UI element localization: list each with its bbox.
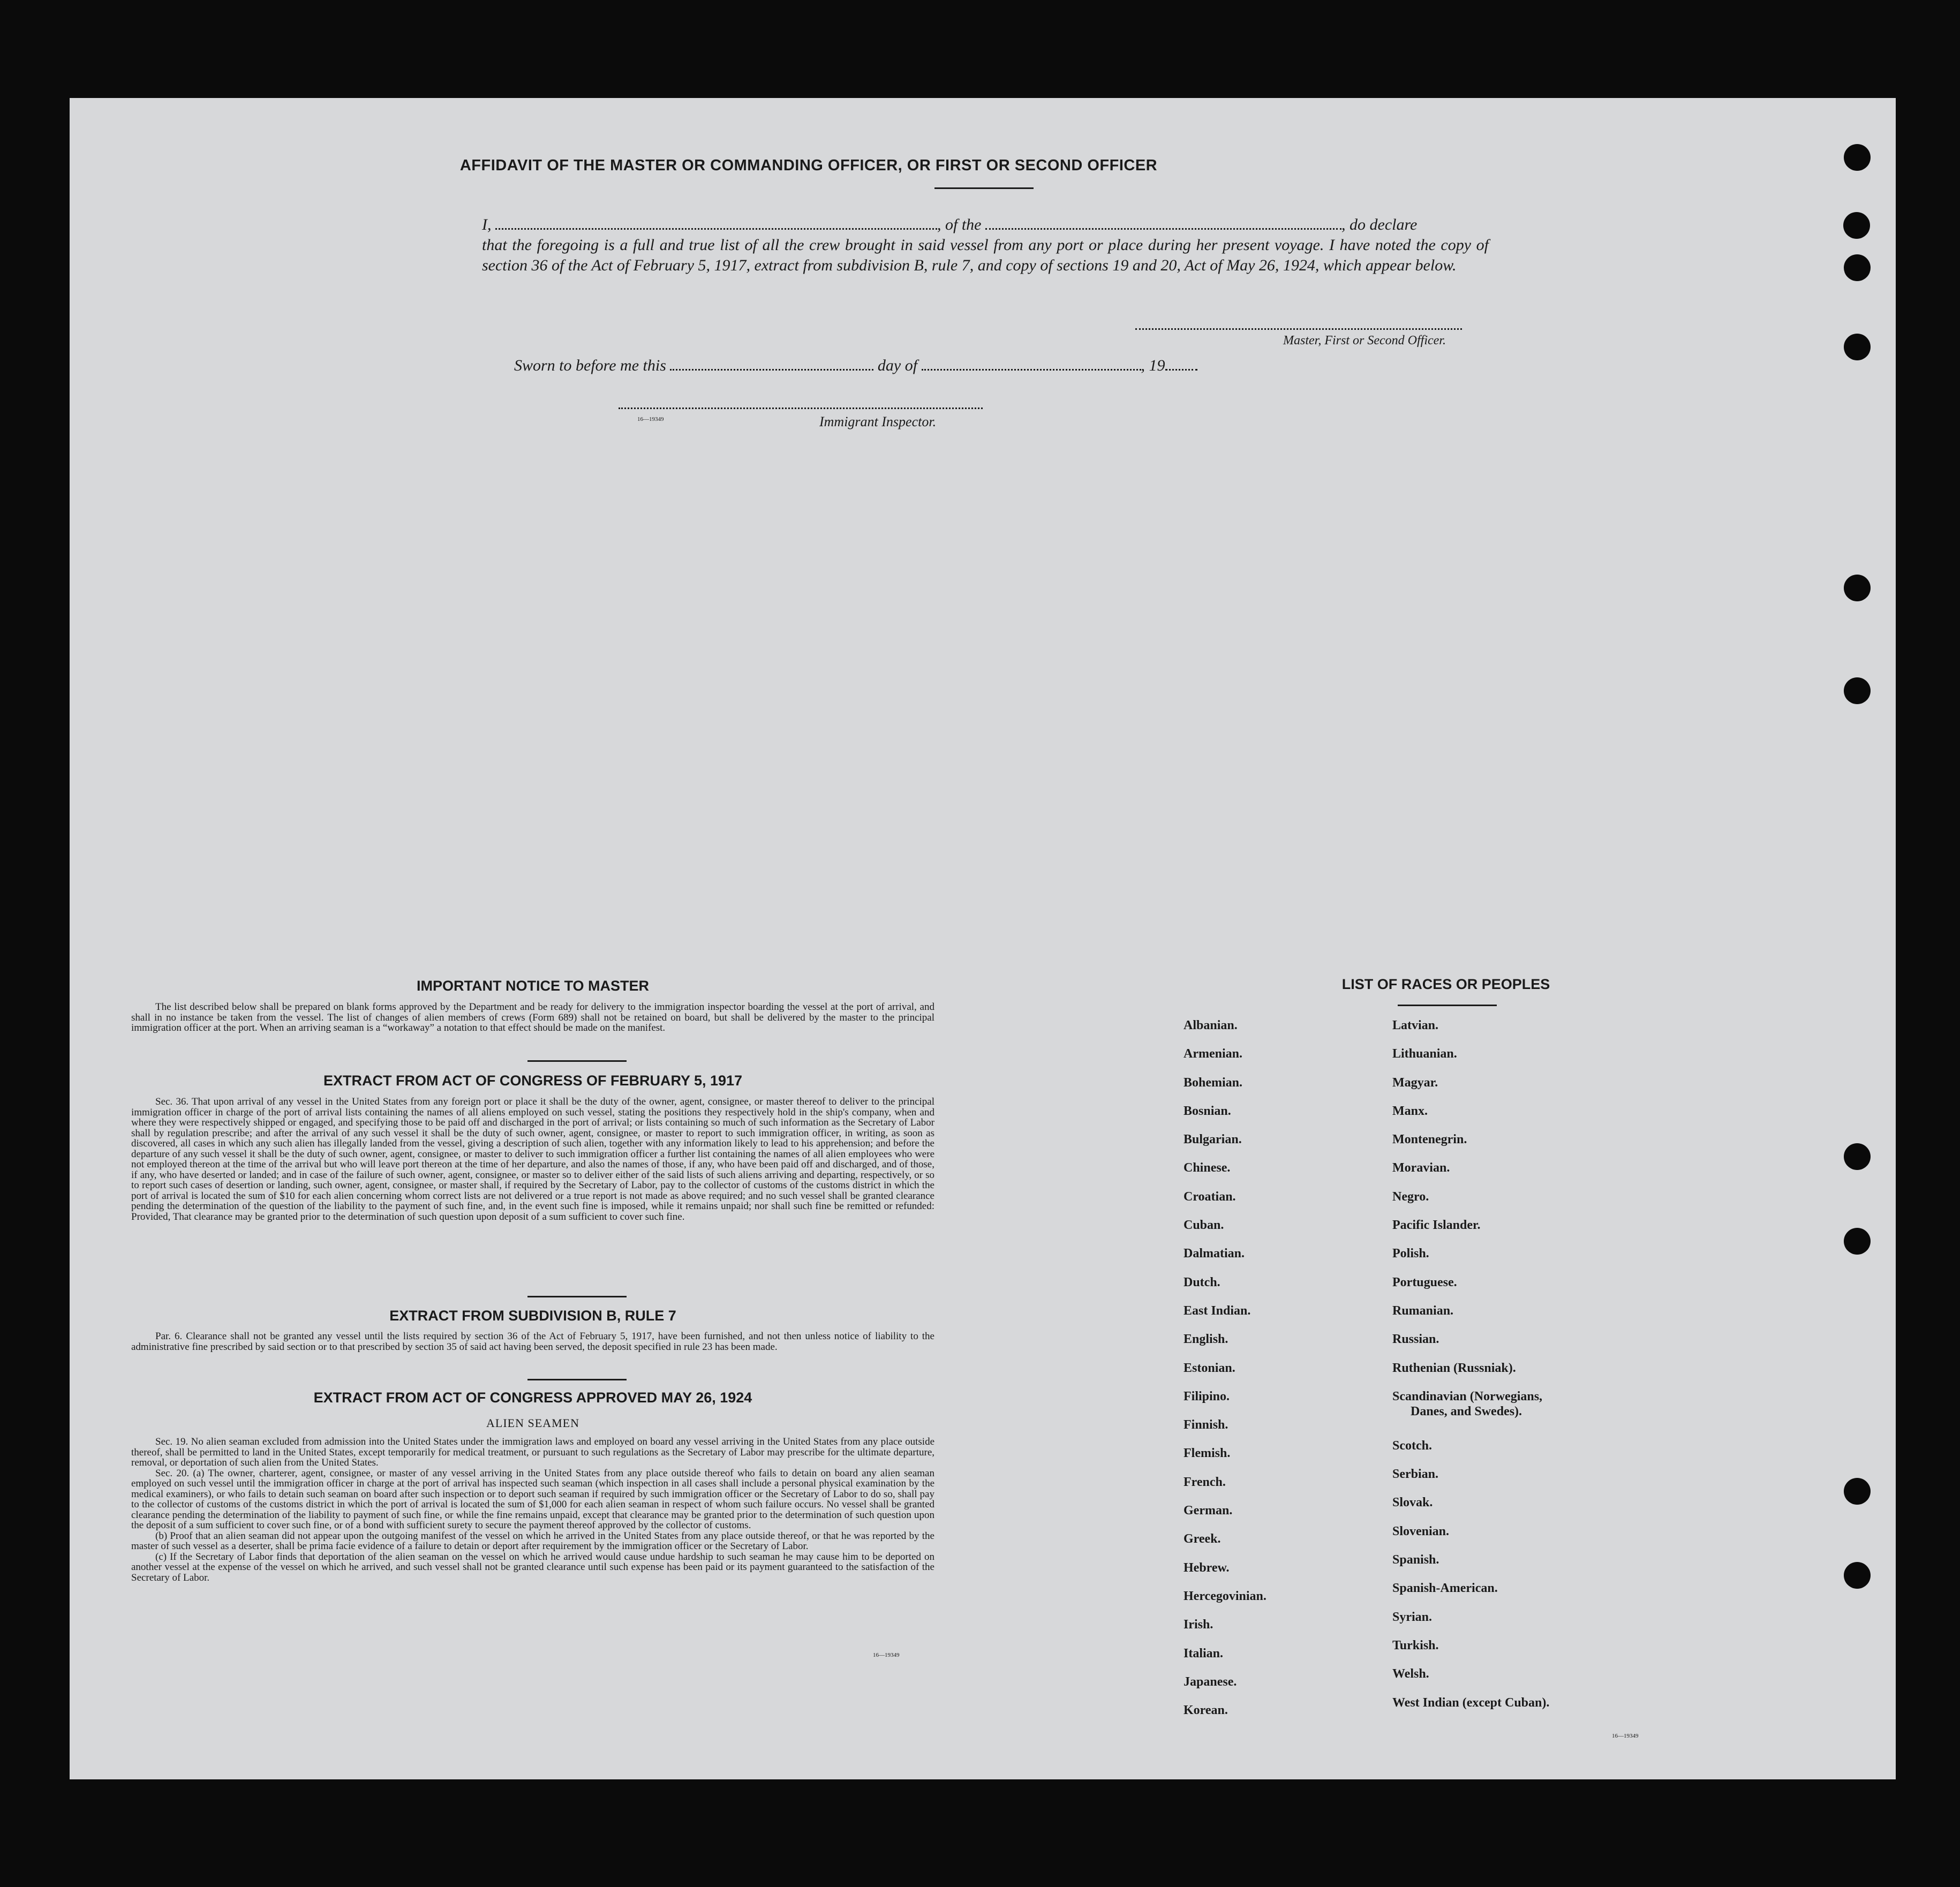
binder-hole <box>1844 575 1871 601</box>
inspector-label: Immigrant Inspector. <box>819 414 937 429</box>
master-signature-line[interactable] <box>1135 328 1462 330</box>
race-item: Slovak. <box>1392 1496 1433 1510</box>
race-item: Italian. <box>1183 1646 1224 1660</box>
binder-hole <box>1844 334 1871 360</box>
sworn-year-blank[interactable] <box>1165 357 1197 371</box>
race-item: Irish. <box>1183 1618 1213 1632</box>
sec-20c-paragraph: (c) If the Secretary of Labor finds that deportation of the alien seaman on the vessel on which he arrived would cause undue hardship to such seaman he may cause him to be deported on another vessel at the expense of the vessel on which he arrived, and such vessel shall not be granted clearance until such expense has been paid or its payment guaranteed to the satisfaction of the Secretary of Labor. <box>131 1551 934 1583</box>
race-item: Turkish. <box>1392 1638 1439 1652</box>
race-item: Portuguese. <box>1392 1275 1457 1289</box>
race-item: Dutch. <box>1183 1275 1220 1289</box>
race-item: English. <box>1183 1332 1228 1347</box>
binder-hole <box>1844 1228 1871 1255</box>
binder-hole <box>1844 677 1871 704</box>
binder-hole <box>1844 1478 1871 1505</box>
race-item: French. <box>1183 1475 1226 1489</box>
race-item: Manx. <box>1392 1104 1428 1118</box>
sworn-label: Sworn to before me this <box>514 357 666 374</box>
race-item: Greek. <box>1183 1532 1221 1546</box>
race-item: Rumanian. <box>1392 1303 1454 1318</box>
race-item: Ruthenian (Russniak). <box>1392 1361 1516 1375</box>
race-item: Pacific Islander. <box>1392 1218 1481 1233</box>
race-item: Scotch. <box>1392 1438 1432 1453</box>
race-item: Cuban. <box>1183 1218 1224 1233</box>
of-the-label: , of the <box>937 216 982 233</box>
races-left-column <box>1183 1018 1267 1731</box>
race-item: Welsh. <box>1392 1667 1429 1681</box>
race-item: Syrian. <box>1392 1610 1433 1624</box>
race-item: Lithuanian. <box>1392 1047 1457 1061</box>
race-item: Hercegovinian. <box>1183 1589 1267 1603</box>
rule-7-text <box>131 1331 934 1352</box>
affidavit-body: that the foregoing is a full and true list of all the crew brought in said vessel from any port or place during her present voyage. I have noted the copy of section 36 of the Act of February 5, 1917, extract from subdivision B, rule 7, and copy of sections 19 and 20, Act of May 26, 1924, which appear below. <box>482 236 1489 274</box>
affidavit-text <box>482 215 1489 276</box>
race-item: Slovenian. <box>1392 1524 1450 1538</box>
binder-hole <box>1844 144 1871 171</box>
races-right-column <box>1392 1018 1549 1724</box>
race-item: Latvian. <box>1392 1018 1439 1032</box>
i-label: I, <box>482 216 492 233</box>
race-item: Polish. <box>1392 1247 1429 1261</box>
section-rule <box>527 1060 627 1062</box>
sec-19-paragraph: Sec. 19. No alien seaman excluded from admission into the United States under the immigration laws and employed on board any vessel arriving in the United States from any place outside thereof, shall be permitted to land in the United States, except temporarily for medical treatment, or pursuant to such regulations as the Secretary of Labor may prescribe for the ultimate departure, removal, or deportation of such alien from the United States. <box>131 1436 934 1468</box>
race-item: German. <box>1183 1504 1233 1518</box>
race-item: Korean. <box>1183 1703 1228 1718</box>
races-form-code: 16—19349 <box>1612 1733 1639 1739</box>
race-item: Russian. <box>1392 1332 1439 1347</box>
notice-paragraph: The list described below shall be prepared on blank forms approved by the Department and be ready for delivery to the immigration inspector boarding the vessel at the port of arrival, and shall in no instance be taken from the vessel. The list of changes of alien members of crews (Form 689) shall not be retained on board, but shall be delivered by the master to the principal immigration officer at the port. When an arriving seaman is a “workaway” a notation to that effect should be made on the manifest. <box>131 1001 934 1033</box>
race-item: Croatian. <box>1183 1189 1236 1204</box>
affidavit-form-code: 16—19349 <box>637 416 664 422</box>
race-item: Magyar. <box>1392 1075 1438 1090</box>
affidavit-title: AFFIDAVIT OF THE MASTER OR COMMANDING OFFICER, OR FIRST OR SECOND OFFICER <box>459 157 1158 174</box>
race-item: Estonian. <box>1183 1361 1235 1375</box>
act-1917-paragraph: Sec. 36. That upon arrival of any vessel in the United States from any foreign port or place it shall be the duty of the owner, agent, consignee, or master thereof to deliver to the principal immigration officer in charge of the port of arrival lists containing the names of all aliens employed on such vessel, stating the positions they respectively hold in the ship's company, when and where they were respectively shipped or engaged, and specifying those to be paid off and discharged in the port of arrival; or lists containing so much of such information as the Secretary of Labor shall by regulation prescribe; and after the arrival of any such vessel it shall be the duty of such owner, agent, consignee, or master to report to such immigration officer, in writing, as soon as discovered, all cases in which any such alien has illegally landed from the vessel, giving a description of such alien, together with any information likely to lead to his apprehension; and before the departure of any such vessel it shall be the duty of such owner, agent, consignee, or master to deliver to such immigration officer a further list containing the names of all alien employees who were not employed thereon at the time of the arrival but who will leave port thereon at the time of her departure, and also the names of those, if any, who have been paid off and discharged, and of those, if any, who have deserted or landed; and in case of the failure of such owner, agent, consignee, or master so to deliver either of the said lists of such aliens arriving and departing, respectively, or so to report such cases of desertion or landing, such owner, agent, consignee, or master shall, if required by the Secretary of Labor, pay to the collector of customs of the customs district in which the port of arrival is located the sum of $10 for each alien concerning whom correct lists are not delivered or a true report is not made as above required; and no such vessel shall be granted clearance pending the determination of the question of the liability to the payment of such fine, and, in the event such fine is imposed, while it remains unpaid; nor shall such fine be remitted or refunded: Provided, That clearance may be granted prior to the determination of such question upon deposit of a sum sufficient to cover such fine. <box>131 1096 934 1222</box>
master-label: Master, First or Second Officer. <box>1283 334 1446 348</box>
race-item: Serbian. <box>1392 1467 1439 1482</box>
rule-7-title: EXTRACT FROM SUBDIVISION B, RULE 7 <box>389 1308 676 1324</box>
vessel-blank[interactable] <box>985 216 1341 230</box>
sworn-line <box>514 357 1197 375</box>
race-item: Japanese. <box>1183 1674 1237 1689</box>
year-label: , 19 <box>1141 357 1165 374</box>
race-item: East Indian. <box>1183 1303 1251 1318</box>
races-title: LIST OF RACES OR PEOPLES <box>1341 976 1550 992</box>
race-item: Albanian. <box>1183 1018 1238 1032</box>
act-1917-title: EXTRACT FROM ACT OF CONGRESS OF FEBRUARY 5, 1917 <box>323 1073 743 1089</box>
race-item: Filipino. <box>1183 1389 1230 1403</box>
race-item: West Indian (except Cuban). <box>1392 1695 1550 1710</box>
race-item: Hebrew. <box>1183 1560 1230 1575</box>
do-declare-label: , do declare <box>1341 216 1418 233</box>
race-item: Moravian. <box>1392 1161 1450 1175</box>
sworn-day-blank[interactable] <box>670 357 873 371</box>
notice-text <box>131 1002 934 1033</box>
day-of-label: day of <box>877 357 918 374</box>
act-1917-text <box>131 1097 934 1222</box>
race-item: Dalmatian. <box>1183 1247 1245 1261</box>
race-item: Bosnian. <box>1183 1104 1231 1118</box>
act-1924-text <box>131 1437 934 1583</box>
notice-title: IMPORTANT NOTICE TO MASTER <box>417 978 649 994</box>
race-item: Armenian. <box>1183 1047 1242 1061</box>
sworn-month-blank[interactable] <box>922 357 1141 371</box>
act-1924-title: EXTRACT FROM ACT OF CONGRESS APPROVED MAY 26, 1924 <box>313 1390 752 1406</box>
race-item-scandinavian <box>1392 1389 1549 1438</box>
rule-7-paragraph: Par. 6. Clearance shall not be granted any vessel until the lists required by section 36 of the Act of February 5, 1917, have been furnished, and not then unless notice of liability to the administrative fine prescribed by said section or to that prescribed by section 35 of said act having been served, the deposit specified in rule 23 has been made. <box>131 1331 934 1353</box>
binder-hole <box>1844 254 1871 281</box>
section-rule <box>527 1379 627 1380</box>
race-item: Flemish. <box>1183 1446 1231 1461</box>
race-item: Spanish-American. <box>1392 1581 1498 1596</box>
sec-20a-paragraph: Sec. 20. (a) The owner, charterer, agent, consignee, or master of any vessel arriving in the United States from any place outside thereof who fails to detain on board any alien seaman employed on such vessel until the immigration officer in charge at the port of arrival has inspected such seaman (which inspection in all cases shall include a personal physical examination by the medical examiners), or who fails to detain such seaman on board after such inspection or to deport such seaman if required by such immigration officer or the Secretary of Labor to do so, shall pay to the collector of customs of the customs district in which the port of arrival is located the sum of $1,000 for each alien seaman in respect of whom such failure occurs. No vessel shall be granted clearance pending the determination of the liability to payment of such fine, or while the fine remains unpaid, except that clearance may be granted prior to the determination of such question upon the deposit of a sum sufficient to cover such fine, or of a bond with sufficient surety to secure the payment thereof approved by the collector of customs. <box>131 1467 934 1531</box>
act-1924-subtitle: ALIEN SEAMEN <box>486 1416 579 1430</box>
race-item-continued: Danes, and Swedes). <box>1411 1404 1522 1418</box>
name-blank[interactable] <box>495 216 937 230</box>
binder-hole <box>1844 1562 1871 1589</box>
form-sheet <box>70 98 1896 1779</box>
race-item: Chinese. <box>1183 1161 1231 1175</box>
act-form-code: 16—19349 <box>873 1652 900 1658</box>
races-rule <box>1398 1005 1497 1006</box>
race-item: Finnish. <box>1183 1418 1228 1432</box>
race-item: Scandinavian (Norwegians, <box>1392 1389 1543 1403</box>
race-item: Bohemian. <box>1183 1075 1243 1090</box>
binder-hole <box>1843 212 1870 239</box>
title-rule <box>934 187 1034 189</box>
sec-20b-paragraph: (b) Proof that an alien seaman did not appear upon the outgoing manifest of the vessel on which he arrived in the United States from any place outside thereof, or that he was reported by the master of such vessel as a deserter, shall be prima facie evidence of a failure to detain or deport after requirement by the immigration officer or the Secretary of Labor. <box>131 1530 934 1552</box>
race-item: Spanish. <box>1392 1553 1439 1567</box>
race-item: Bulgarian. <box>1183 1133 1242 1147</box>
section-rule <box>527 1296 627 1297</box>
race-item: Negro. <box>1392 1189 1429 1204</box>
race-item: Montenegrin. <box>1392 1133 1467 1147</box>
inspector-signature-line[interactable] <box>619 407 983 409</box>
binder-hole <box>1844 1143 1871 1170</box>
